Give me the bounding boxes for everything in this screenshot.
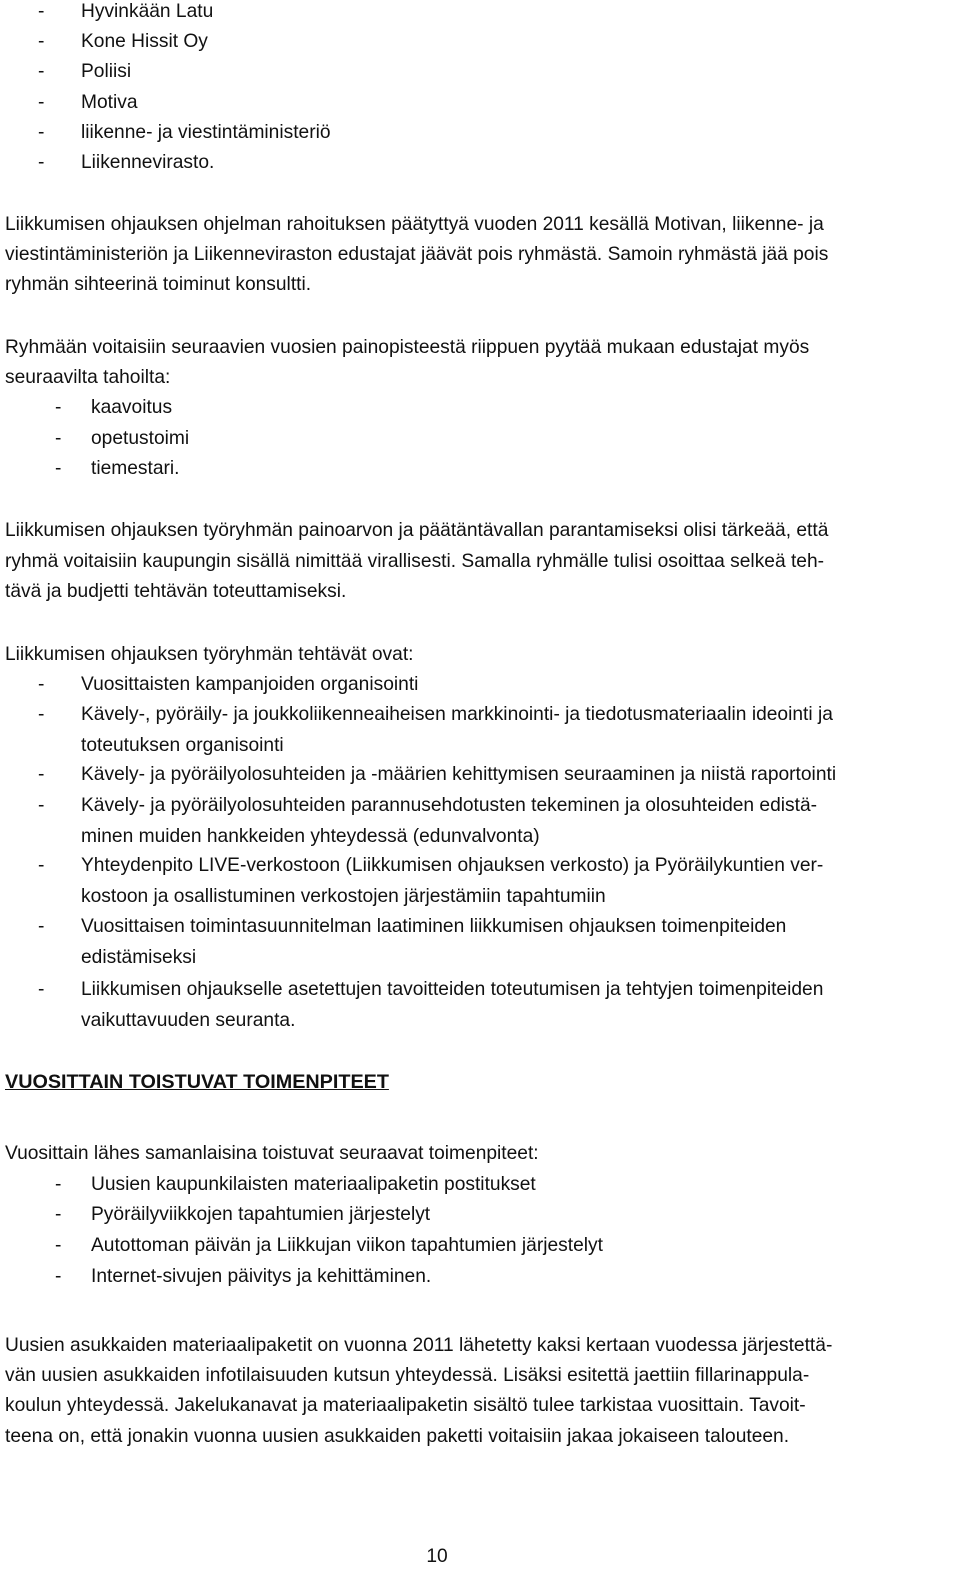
paragraph-line: teena on, että jonakin vuonna uusien asukkaiden paketti voitaisiin jakaa jokaiseen talouteen. [5,1426,790,1447]
list-bullet: - [55,1174,62,1195]
list-item: Liikennevirasto. [81,152,215,173]
task-line: minen muiden hankkeiden yhteydessä (edunvalvonta) [81,825,540,847]
task-line: Vuosittaisten kampanjoiden organisointi [81,674,419,695]
paragraph-line: Uusien asukkaiden materiaalipaketit on vuonna 2011 lähetetty kaksi kertaan vuodessa järjestettä- [5,1335,833,1356]
task-line: Kävely- ja pyöräilyolosuhteiden ja -määrien kehittymisen seuraaminen ja niistä raportointi [81,764,837,785]
list-item: Hyvinkään Latu [81,1,214,22]
list-bullet: - [38,31,45,52]
paragraph-line: viestintäministeriön ja Liikenneviraston edustajat jäävät pois ryhmästä. Samoin ryhmästä jää pois [5,244,829,265]
list-bullet: - [55,428,62,449]
task-line: edistämiseksi [81,946,197,968]
list-item: kaavoitus [91,397,173,418]
paragraph-line: Liikkumisen ohjauksen työryhmän painoarvon ja päätäntävallan parantamiseksi olisi tärkeää, että [5,520,829,541]
list-item: opetustoimi [91,428,190,449]
page-number: 10 [426,1546,448,1567]
list-item: Poliisi [81,61,132,82]
paragraph-line: Liikkumisen ohjauksen työryhmän tehtävät ovat: [5,644,414,665]
paragraph-line: tävä ja budjetti tehtävän toteuttamiseksi. [5,581,347,602]
task-line: Yhteydenpito LIVE-verkostoon (Liikkumisen ohjauksen verkosto) ja Pyöräilykuntien ver- [81,855,824,876]
list-item: Uusien kaupunkilaisten materiaalipaketin postitukset [91,1174,536,1195]
list-bullet: - [55,1204,62,1225]
list-item: Motiva [81,92,138,113]
list-bullet: - [38,916,45,937]
task-line: Kävely-, pyöräily- ja joukkoliikenneaiheisen markkinointi- ja tiedotusmateriaalin ideointi ja [81,704,833,725]
task-line: Liikkumisen ohjaukselle asetettujen tavoitteiden toteutumisen ja tehtyjen toimenpiteiden [81,979,824,1000]
list-bullet: - [38,795,45,816]
list-item: Internet-sivujen päivitys ja kehittäminen. [91,1266,432,1287]
list-bullet: - [38,1,45,22]
task-line: kostoon ja osallistuminen verkostojen järjestämiin tapahtumiin [81,885,606,907]
list-item: Pyöräilyviikkojen tapahtumien järjestelyt [91,1204,431,1225]
list-bullet: - [38,61,45,82]
list-item: Kone Hissit Oy [81,31,208,52]
list-bullet: - [55,1266,62,1287]
list-bullet: - [38,674,45,695]
list-bullet: - [38,704,45,725]
paragraph-line: Vuosittain lähes samanlaisina toistuvat seuraavat toimenpiteet: [5,1143,539,1164]
list-bullet: - [55,458,62,479]
paragraph-line: vän uusien asukkaiden infotilaisuuden kutsun yhteydessä. Lisäksi esitettä jaettiin fillarinappula- [5,1365,810,1386]
list-bullet: - [55,1235,62,1256]
list-item: liikenne- ja viestintäministeriö [81,122,331,143]
task-line: toteutuksen organisointi [81,734,284,756]
paragraph-line: Liikkumisen ohjauksen ohjelman rahoituksen päätyttyä vuoden 2011 kesällä Motivan, liikenne- ja [5,214,824,235]
task-line: Vuosittaisen toimintasuunnitelman laatiminen liikkumisen ohjauksen toimenpiteiden [81,916,787,937]
list-item: tiemestari. [91,458,180,479]
task-line: Kävely- ja pyöräilyolosuhteiden parannusehdotusten tekeminen ja olosuhteiden edistä- [81,795,818,816]
paragraph-line: koulun yhteydessä. Jakelukanavat ja materiaalipaketin sisältö tulee tarkistaa vuosittain. Tavoit- [5,1395,806,1416]
list-bullet: - [38,122,45,143]
paragraph-line: ryhmä voitaisiin kaupungin sisällä nimittää virallisesti. Samalla ryhmälle tulisi osoittaa selkeä teh- [5,551,825,572]
paragraph-line: Ryhmään voitaisiin seuraavien vuosien painopisteestä riippuen pyytää mukaan edustajat myös [5,337,810,358]
task-line: vaikuttavuuden seuranta. [81,1009,296,1031]
paragraph-line: seuraavilta tahoilta: [5,367,171,388]
list-bullet: - [38,764,45,785]
list-bullet: - [38,92,45,113]
list-item: Autottoman päivän ja Liikkujan viikon tapahtumien järjestelyt [91,1235,603,1256]
list-bullet: - [38,152,45,173]
list-bullet: - [38,855,45,876]
paragraph-line: ryhmän sihteerinä toiminut konsultti. [5,274,312,295]
list-bullet: - [55,397,62,418]
list-bullet: - [38,979,45,1000]
section-heading: VUOSITTAIN TOISTUVAT TOIMENPITEET [5,1071,389,1093]
